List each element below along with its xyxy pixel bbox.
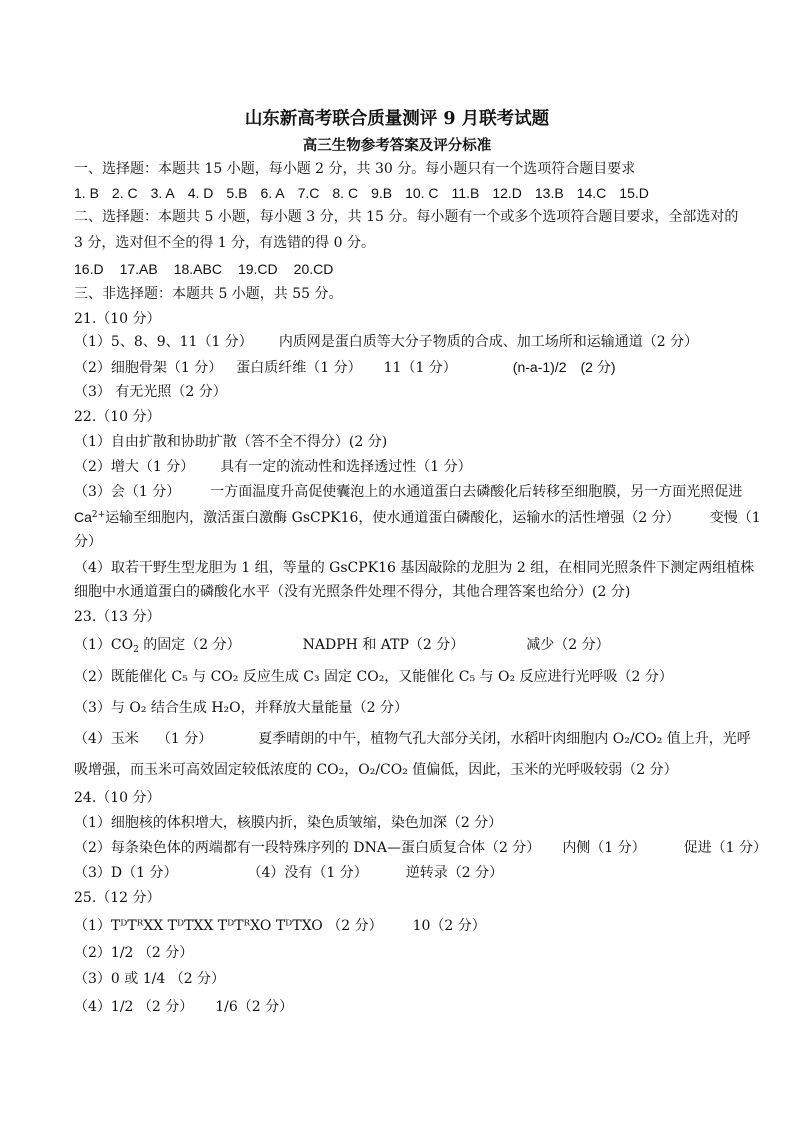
q24-line1: （1）细胞核的体积增大，核膜内折，染色质皱缩，染色加深（2 分）: [74, 815, 503, 831]
q22-answer2a: （2）增大（1 分）: [74, 459, 195, 475]
q25-line2: （2）1/2 （2 分）: [74, 945, 194, 961]
q25-answer1b: 10（2 分）: [412, 918, 486, 934]
q23-answer4c: 夏季晴朗的中午，植物气孔大部分关闭，水稻叶肉细胞内 O₂/CO₂ 值上升，光呼: [258, 731, 751, 747]
q24-answer2a: （2）每条染色体的两端都有一段特殊序列的 DNA—蛋白质复合体（2 分）: [74, 840, 541, 856]
mc-answer-15: 15.D: [619, 185, 649, 201]
q23-heading: 23.（13 分）: [74, 609, 161, 625]
q21-answer2b: 蛋白质纤维（1 分）: [236, 360, 362, 376]
q22-ca-charge: 2+: [91, 510, 106, 520]
q25-line4: [74, 998, 293, 1016]
q21-answer2e: (2 分): [580, 359, 616, 375]
q24-answer2c: 促进（1 分）: [683, 840, 768, 856]
section2-heading-line1: 二、选择题：本题共 5 小题，每小题 3 分，共 15 分。每小题有一个或多个选项符合题目要求，全部选对的: [74, 209, 739, 225]
q21-heading: 21.（10 分）: [74, 311, 161, 327]
q22-line1: （1）自由扩散和协助扩散（答不全不得分）(2 分): [74, 434, 388, 450]
mc-answer-8: 8. C: [332, 185, 359, 201]
q22-answer3a: （3）会（1 分）: [74, 484, 181, 500]
q21-answer2d: (n-a-1)/2: [512, 359, 567, 375]
q25-answer4a: （4）1/2 （2 分）: [74, 999, 194, 1015]
q25-line3: （3）0 或 1/4 （2 分）: [74, 971, 226, 987]
q23-line4: [74, 730, 751, 748]
q23-answer4a: （4）玉米: [74, 731, 139, 747]
q24-answer2b: 内侧（1 分）: [562, 840, 646, 856]
q21-line1: [74, 333, 698, 351]
q22-line3: [74, 483, 742, 501]
multi-answer-3: 18.ABC: [173, 261, 222, 277]
mc-answer-3: 3. A: [150, 185, 175, 201]
q24-heading: 24.（10 分）: [74, 790, 161, 806]
q25-heading: 25.（12 分）: [74, 890, 161, 906]
page-title: 山东新高考联合质量测评 9 月联考试题: [244, 109, 550, 129]
mc-answer-9: 9.B: [371, 185, 393, 201]
multi-answer-2: 17.AB: [119, 261, 158, 277]
q23-line5: 吸增强，而玉米可高效固定较低浓度的 CO₂，O₂/CO₂ 值偏低，因此，玉米的光呼吸较弱（2 分）: [74, 762, 678, 778]
q21-answer1b: 内质网是蛋白质等大分子物质的合成、加工场所和运输通道（2 分）: [278, 334, 699, 350]
multi-answer-4: 19.CD: [237, 261, 278, 277]
section2-heading-line2: 3 分，选对但不全的得 1 分，有选错的得 0 分。: [74, 235, 375, 251]
mc-answer-5: 5.B: [226, 185, 248, 201]
q23-line1: $(1)CO_2$ 的固定（2 分） NADPH 和 ATP（2 分） 减少（2 分）: [74, 637, 610, 655]
q24-answer3c: 逆转录（2 分）: [405, 865, 504, 881]
section2-answers: [74, 260, 349, 278]
q22-line6: （4）取若干野生型龙胆为 1 组，等量的 GsCPK16 基因敲除的龙胆为 2 组，在相同光照条件下测定两组植株: [74, 560, 755, 576]
q25-answer4b: 1/6（2 分）: [215, 999, 294, 1015]
q23-answer1c: 减少（2 分）: [526, 637, 610, 653]
q23-line2: （2）既能催化 C₅ 与 CO₂ 反应生成 C₃ 固定 CO₂，又能催化 C₅ 与 O₂ 反应进行光呼吸（2 分）: [74, 669, 673, 685]
mc-answer-13: 13.B: [534, 185, 564, 201]
q22-answer2b: 具有一定的流动性和选择透过性（1 分）: [220, 459, 472, 475]
q21-answer1a: （1）5、8、9、11（1 分）: [74, 334, 253, 350]
q23-answer1b: NADPH 和 ATP（2 分）: [302, 637, 465, 653]
q24-answer3a: （3）D（1 分）: [74, 865, 178, 881]
mc-answer-6: 6. A: [260, 185, 285, 201]
multi-answer-5: 20.CD: [293, 261, 334, 277]
q24-line3: [74, 864, 503, 882]
mc-answer-10: 10. C: [405, 185, 439, 201]
q21-line3: （3） 有无光照（2 分）: [74, 384, 227, 400]
mc-answer-12: 12.D: [492, 185, 522, 201]
mc-answer-1: 1. B: [74, 185, 99, 201]
section1-heading: 一、选择题：本题共 15 小题，每小题 2 分，共 30 分。每小题只有一个选项符合题目要求: [74, 161, 636, 177]
q22-line2: [74, 458, 472, 476]
mc-answer-7: 7.C: [297, 185, 320, 201]
q22-answer3c: 运输至细胞内，激活蛋白激酶 GsCPK16，使水通道蛋白磷酸化，运输水的活性增强（2 分）: [105, 510, 680, 526]
q23-answer1a-pre: （1）CO: [74, 637, 134, 653]
q21-answer2a: （2）细胞骨架（1 分）: [74, 360, 223, 376]
q21-answer2c: 11（1 分）: [383, 360, 457, 376]
q23-line3: （3）与 O₂ 结合生成 H₂O，并释放大量能量（2 分）: [74, 700, 409, 716]
q22-answer3b: 一方面温度升高促使囊泡上的水通道蛋白去磷酸化后转移至细胞膜，另一方面光照促进: [210, 484, 743, 500]
q21-line2: [74, 358, 615, 377]
multi-answer-1: 16.D: [74, 261, 104, 277]
mc-answer-4: 4. D: [187, 185, 214, 201]
q22-line7: 细胞中水通道蛋白的磷酸化水平（没有光照条件处理不得分，其他合理答案也给分）(2 分): [74, 584, 631, 600]
section1-answers: [74, 184, 662, 202]
q25-line1: [74, 917, 486, 935]
page-subtitle: 高三生物参考答案及评分标准: [302, 137, 492, 154]
section3-heading: 三、非选择题：本题共 5 小题，共 55 分。: [74, 286, 343, 302]
q22-line5: 分）: [74, 534, 102, 550]
q23-answer1a-post: 的固定（2 分）: [138, 637, 241, 653]
q22-answer3c-tail: 变慢（1: [709, 510, 761, 526]
q23-answer4b: （1 分）: [156, 731, 213, 747]
mc-answer-11: 11.B: [451, 185, 480, 201]
q22-line4: [74, 508, 761, 527]
q25-answer1: （1）TᴰTᴿXX TᴰTXX TᴰTᴿXO TᴰTXO （2 分）: [74, 918, 383, 934]
q24-line2: [74, 839, 767, 857]
q22-heading: 22.（10 分）: [74, 409, 161, 425]
mc-answer-2: 2. C: [111, 185, 138, 201]
mc-answer-14: 14.C: [576, 185, 607, 201]
q22-ca: Ca: [74, 509, 92, 525]
q24-answer3b: （4）没有（1 分）: [247, 865, 368, 881]
